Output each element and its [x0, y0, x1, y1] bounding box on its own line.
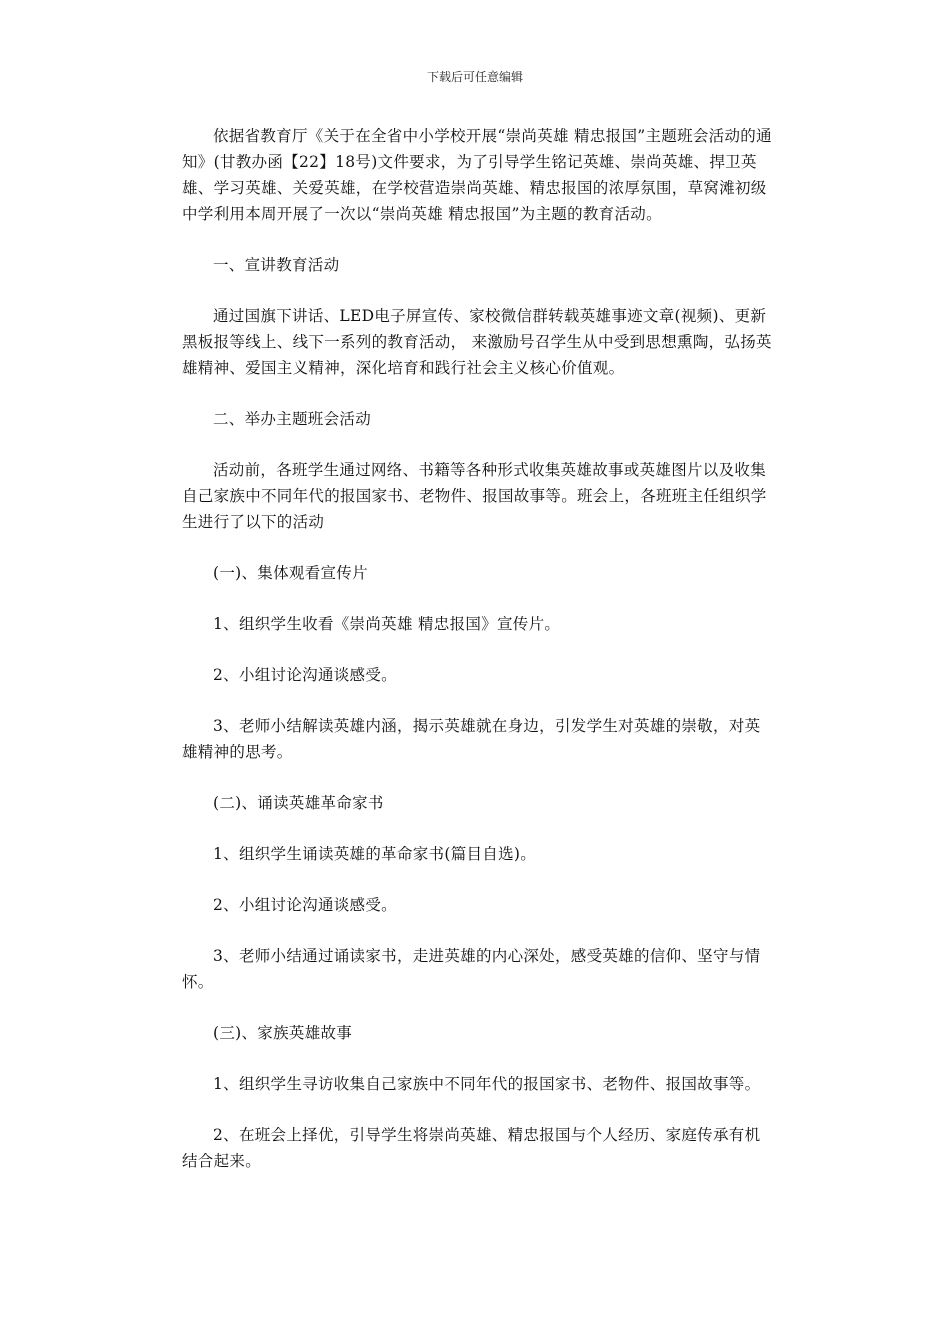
subsection-heading-2: (二)、诵读英雄革命家书 — [213, 794, 384, 812]
intro-paragraph: 依据省教育厅《关于在全省中小学校开展“崇尚英雄 精忠报国”主题班会活动的通知》(甘教办函【22】18号)文件要求，为了引导学生铭记英雄、崇尚英雄、捍卫英雄、学习英雄、关爱英雄，在学校营造崇尚英雄、精忠报国的浓厚氛围，草窝滩初级中学利用本周开展了一次以“崇尚英雄 精忠报国”为主题的教育活动。 — [182, 127, 772, 223]
subsection-2-item-2: 2、小组讨论沟通谈感受。 — [213, 896, 397, 914]
subsection-1-item-2: 2、小组讨论沟通谈感受。 — [213, 666, 397, 684]
section-heading-1: 一、宣讲教育活动 — [213, 256, 340, 274]
subsection-1-item-1: 1、组织学生收看《崇尚英雄 精忠报国》宣传片。 — [213, 615, 561, 633]
section-2-paragraph: 活动前，各班学生通过网络、书籍等各种形式收集英雄故事或英雄图片以及收集自己家族中不同年代的报国家书、老物件、报国故事等。班会上，各班班主任组织学生进行了以下的活动 — [182, 461, 767, 531]
subsection-heading-3: (三)、家族英雄故事 — [213, 1024, 353, 1042]
subsection-heading-1: (一)、集体观看宣传片 — [213, 564, 368, 582]
section-1-paragraph: 通过国旗下讲话、LED电子屏宣传、家校微信群转载英雄事迹文章(视频)、更新黑板报等线上、线下一系列的教育活动， 来激励号召学生从中受到思想熏陶，弘扬英雄精神、爱国主义精神，深化培育和践行社会主义核心价值观。 — [182, 307, 772, 377]
section-heading-2: 二、举办主题班会活动 — [213, 410, 372, 428]
subsection-3-item-2: 2、在班会上择优，引导学生将崇尚英雄、精忠报国与个人经历、家庭传承有机结合起来。 — [182, 1126, 761, 1170]
page-header: 下载后可任意编辑 — [426, 70, 523, 84]
subsection-1-item-3: 3、老师小结解读英雄内涵，揭示英雄就在身边，引发学生对英雄的崇敬，对英雄精神的思考。 — [182, 717, 761, 761]
document-body — [182, 123, 774, 1199]
subsection-2-item-3: 3、老师小结通过诵读家书，走进英雄的内心深处，感受英雄的信仰、坚守与情怀。 — [182, 947, 761, 991]
subsection-3-item-1: 1、组织学生寻访收集自己家族中不同年代的报国家书、老物件、报国故事等。 — [213, 1075, 761, 1093]
subsection-2-item-1: 1、组织学生诵读英雄的革命家书(篇目自选)。 — [213, 845, 537, 863]
